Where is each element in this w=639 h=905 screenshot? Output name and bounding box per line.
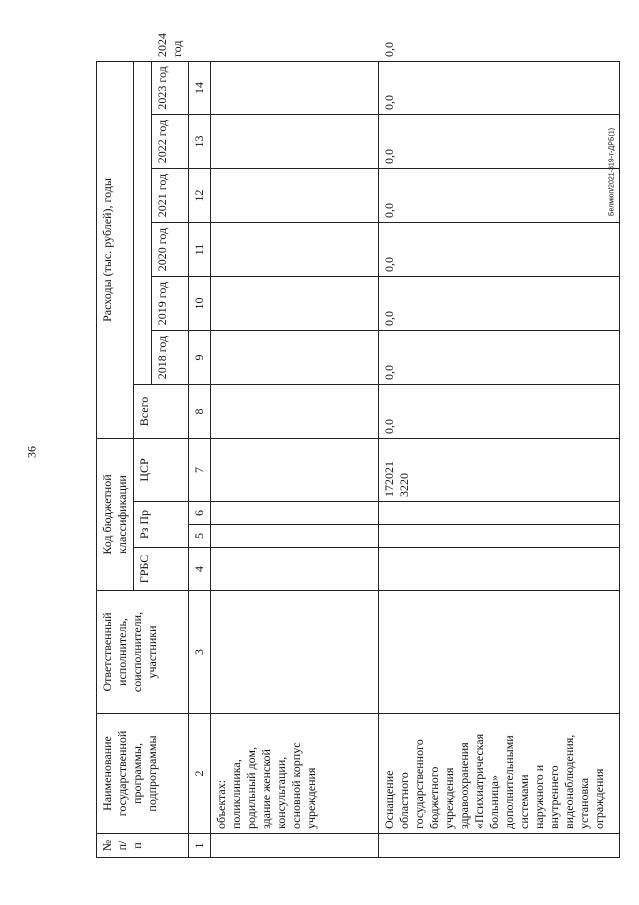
header-year: 2018 год bbox=[152, 331, 189, 385]
year-value bbox=[211, 277, 379, 331]
column-number: 10 bbox=[189, 277, 211, 331]
column-number: 6 bbox=[189, 502, 211, 525]
header-rz-pr: Рз Пр bbox=[134, 502, 189, 548]
rz-code bbox=[379, 525, 620, 548]
table-row bbox=[211, 61, 379, 857]
year-value: 0,0 bbox=[379, 277, 620, 331]
header-number: № п/п bbox=[97, 834, 189, 858]
pr-code bbox=[211, 502, 379, 525]
column-number: 5 bbox=[189, 525, 211, 548]
row-number bbox=[379, 834, 620, 858]
year-value: 0,0 bbox=[379, 331, 620, 385]
column-number: 2 bbox=[189, 714, 211, 834]
year-value: 0,0 bbox=[379, 169, 620, 223]
responsible-party bbox=[211, 591, 379, 714]
header-year: 2019 год bbox=[152, 277, 189, 331]
column-number: 1 bbox=[189, 834, 211, 858]
budget-table: № п/п Наименование государственной программы, подпрограммы Ответственный исполнитель, соисполнители, участники Код бюджетной классификации Расходы (тыс. рублей), годы ГРБС Рз Пр ЦСР Всего 2018 год 2019 год 2020 год 2021 год 2022 год 2023 год 2024 год 1 2 3 4 5 6 7 8 9 10 11 12 13 14 объектах: поликлиника, родильный дом, здание женской консультации, основной корпус учреждения Оснащение областного государственного бюджетного учреждения здравоохранения «Психиатрическая больница» дополнительными системами наружного и внутреннего видеонаблюдения, установка ограждения 172021 3220 0,0 0,0 0,0 0,0 0,0 0,0 0,0 0,0 bbox=[96, 61, 620, 858]
year-value bbox=[211, 331, 379, 385]
column-number: 12 bbox=[189, 169, 211, 223]
header-csr: ЦСР bbox=[134, 439, 189, 502]
year-value bbox=[211, 169, 379, 223]
year-value: 0,0 bbox=[379, 61, 620, 114]
grbs-code bbox=[379, 548, 620, 591]
column-number: 11 bbox=[189, 223, 211, 277]
program-name: Оснащение областного государственного бюджетного учреждения здравоохранения «Психиатрическая больница» дополнительными системами наружного и внутреннего видеонаблюдения, установка ограждения bbox=[379, 714, 620, 834]
header-budget-code: Код бюджетной классификации bbox=[97, 439, 134, 591]
header-year: 2021 год bbox=[152, 169, 189, 223]
row-number bbox=[211, 834, 379, 858]
total-value: 0,0 bbox=[379, 385, 620, 439]
column-number: 14 bbox=[189, 61, 211, 114]
pr-code bbox=[379, 502, 620, 525]
year-value: 0,0 bbox=[379, 223, 620, 277]
year-value bbox=[211, 223, 379, 277]
column-number: 4 bbox=[189, 548, 211, 591]
header-expenses: Расходы (тыс. рублей), годы bbox=[97, 61, 134, 438]
year-value bbox=[211, 115, 379, 169]
total-value bbox=[211, 385, 379, 439]
document-code: Белмюп/2021-319-т-ДРБ(1) bbox=[608, 127, 616, 217]
column-number: 9 bbox=[189, 331, 211, 385]
year-value bbox=[211, 61, 379, 114]
responsible-party bbox=[379, 591, 620, 714]
grbs-code bbox=[211, 548, 379, 591]
page-number: 36 bbox=[24, 446, 39, 458]
header-year: 2022 год bbox=[152, 115, 189, 169]
table-row: Оснащение областного государственного бюджетного учреждения здравоохранения «Психиатрическая больница» дополнительными системами наружного и внутреннего видеонаблюдения, установка ограждения 172021 3220 0,0 0,0 0,0 0,0 0,0 0,0 0,0 0,0 bbox=[379, 61, 620, 857]
year-value: 0,0 bbox=[379, 115, 620, 169]
header-year: 2023 год bbox=[152, 61, 189, 114]
column-number: 8 bbox=[189, 385, 211, 439]
column-number: 7 bbox=[189, 439, 211, 502]
header-total: Всего bbox=[134, 385, 189, 439]
header-program-name: Наименование государственной программы, подпрограммы bbox=[97, 714, 189, 834]
program-name: объектах: поликлиника, родильный дом, здание женской консультации, основной корпус учреждения bbox=[211, 714, 379, 834]
budget-table-sheet bbox=[96, 32, 620, 858]
header-grbs: ГРБС bbox=[134, 548, 189, 591]
rz-code bbox=[211, 525, 379, 548]
header-year: 2020 год bbox=[152, 223, 189, 277]
csr-code: 172021 3220 bbox=[379, 439, 620, 502]
csr-code bbox=[211, 439, 379, 502]
column-number: 3 bbox=[189, 591, 211, 714]
column-number: 13 bbox=[189, 115, 211, 169]
header-responsible: Ответственный исполнитель, соисполнители, участники bbox=[97, 591, 189, 714]
